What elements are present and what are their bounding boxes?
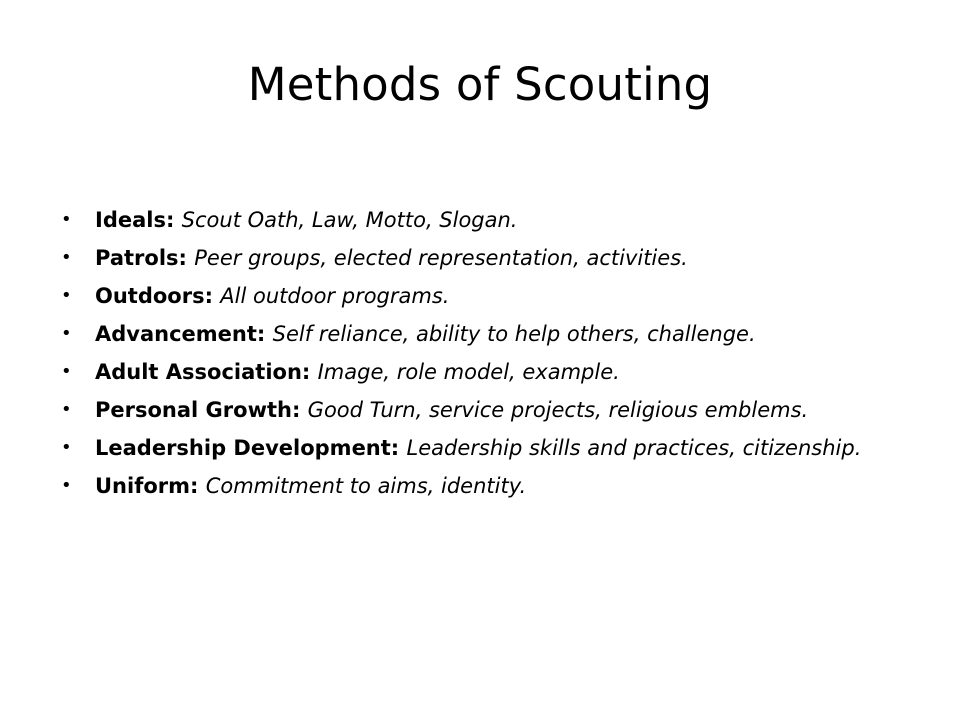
list-item: [58, 244, 898, 272]
method-description: Leadership skills and practices, citizenship.: [406, 436, 862, 460]
bullet-icon: •: [61, 209, 72, 230]
method-term: Outdoors:: [95, 284, 221, 308]
method-term: Adult Association:: [95, 360, 318, 384]
method-description: Commitment to aims, identity.: [205, 474, 527, 498]
method-term: Personal Growth:: [95, 398, 308, 422]
bullet-icon: •: [61, 475, 72, 496]
slide-title: Methods of Scouting: [247, 58, 713, 111]
method-term: Uniform:: [95, 474, 206, 498]
method-term: Advancement:: [95, 322, 273, 346]
list-item: [58, 206, 898, 234]
bullet-list: [58, 206, 898, 510]
list-item: [58, 282, 898, 310]
method-description: Peer groups, elected representation, activities.: [194, 246, 688, 270]
list-item: [58, 396, 898, 424]
bullet-icon: •: [61, 361, 72, 382]
list-item: [58, 434, 898, 462]
bullet-icon: •: [61, 399, 72, 420]
method-description: All outdoor programs.: [220, 284, 450, 308]
method-description: Self reliance, ability to help others, challenge.: [272, 322, 756, 346]
method-description: Image, role model, example.: [317, 360, 620, 384]
method-description: Good Turn, service projects, religious emblems.: [307, 398, 809, 422]
bullet-icon: •: [61, 437, 72, 458]
method-term: Ideals:: [95, 208, 182, 232]
method-term: Patrols:: [95, 246, 195, 270]
list-item: [58, 358, 898, 386]
method-term: Leadership Development:: [95, 436, 407, 460]
bullet-icon: •: [61, 285, 72, 306]
method-description: Scout Oath, Law, Motto, Slogan.: [181, 208, 518, 232]
list-item: [58, 472, 898, 500]
bullet-icon: •: [61, 323, 72, 344]
bullet-icon: •: [61, 247, 72, 268]
list-item: [58, 320, 898, 348]
